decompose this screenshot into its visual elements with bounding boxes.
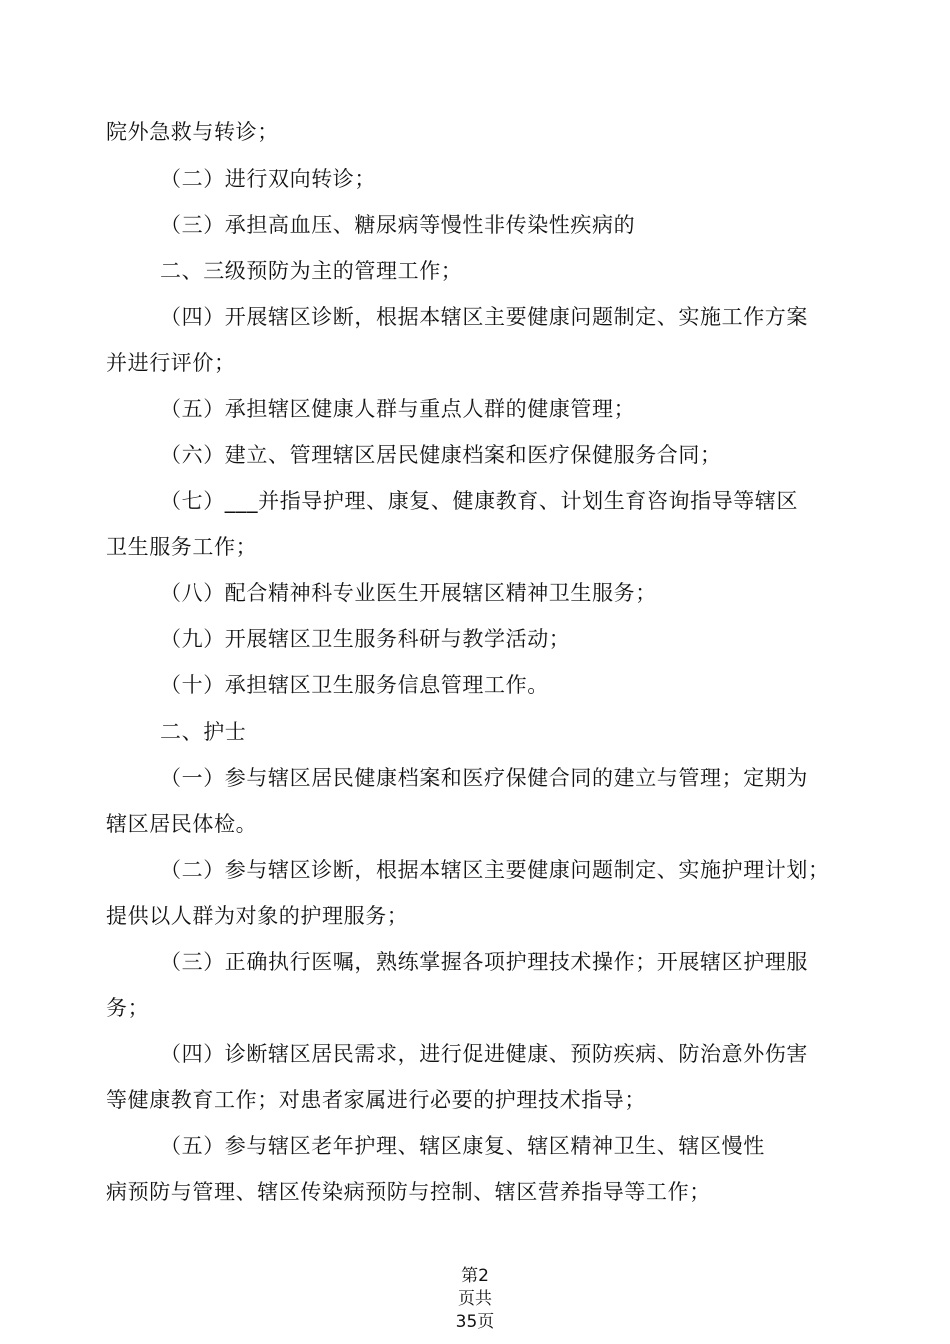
text-line: （五）参与辖区老年护理、辖区康复、辖区精神卫生、辖区慢性 — [160, 1134, 765, 1158]
text-line: （五）承担辖区健康人群与重点人群的健康管理； — [160, 397, 636, 421]
text-line: （二）进行双向转诊； — [160, 167, 376, 191]
text-line: （四）开展辖区诊断，根据本辖区主要健康问题制定、实施工作方案 — [160, 305, 808, 329]
text-line: （六）建立、管理辖区居民健康档案和医疗保健服务合同； — [160, 443, 722, 467]
page-number-line-3: 35页 — [455, 1312, 495, 1332]
text-line: （七）___并指导护理、康复、健康教育、计划生育咨询指导等辖区 — [160, 489, 799, 513]
text-line: 卫生服务工作； — [106, 535, 258, 559]
text-line: 等健康教育工作；对患者家属进行必要的护理技术指导； — [106, 1088, 646, 1112]
text-line: 二、三级预防为主的管理工作； — [160, 259, 463, 283]
text-line: （九）开展辖区卫生服务科研与教学活动； — [160, 627, 571, 651]
text-line: （三）承担高血压、糖尿病等慢性非传染性疾病的 — [160, 213, 636, 237]
page-number-line-2: 页共 — [458, 1289, 492, 1309]
section-heading: 二、护士 — [160, 720, 247, 744]
text-line: （三）正确执行医嘱，熟练掌握各项护理技术操作；开展辖区护理服 — [160, 950, 808, 974]
text-line: 提供以人群为对象的护理服务； — [106, 904, 409, 928]
text-line: 并进行评价； — [106, 351, 236, 375]
text-line: （十）承担辖区卫生服务信息管理工作。 — [160, 673, 549, 697]
text-line: 辖区居民体检。 — [106, 812, 258, 836]
text-line: （一）参与辖区居民健康档案和医疗保健合同的建立与管理；定期为 — [160, 766, 808, 790]
text-line: 务； — [106, 996, 150, 1020]
page-number-line-1: 第2 — [461, 1266, 489, 1286]
text-line: （二）参与辖区诊断，根据本辖区主要健康问题制定、实施护理计划； — [160, 858, 830, 882]
text-line: 院外急救与转诊； — [106, 120, 279, 144]
text-line: （四）诊断辖区居民需求，进行促进健康、预防疾病、防治意外伤害 — [160, 1042, 808, 1066]
text-line: （八）配合精神科专业医生开展辖区精神卫生服务； — [160, 581, 657, 605]
text-line: 病预防与管理、辖区传染病预防与控制、辖区营养指导等工作； — [106, 1180, 711, 1204]
